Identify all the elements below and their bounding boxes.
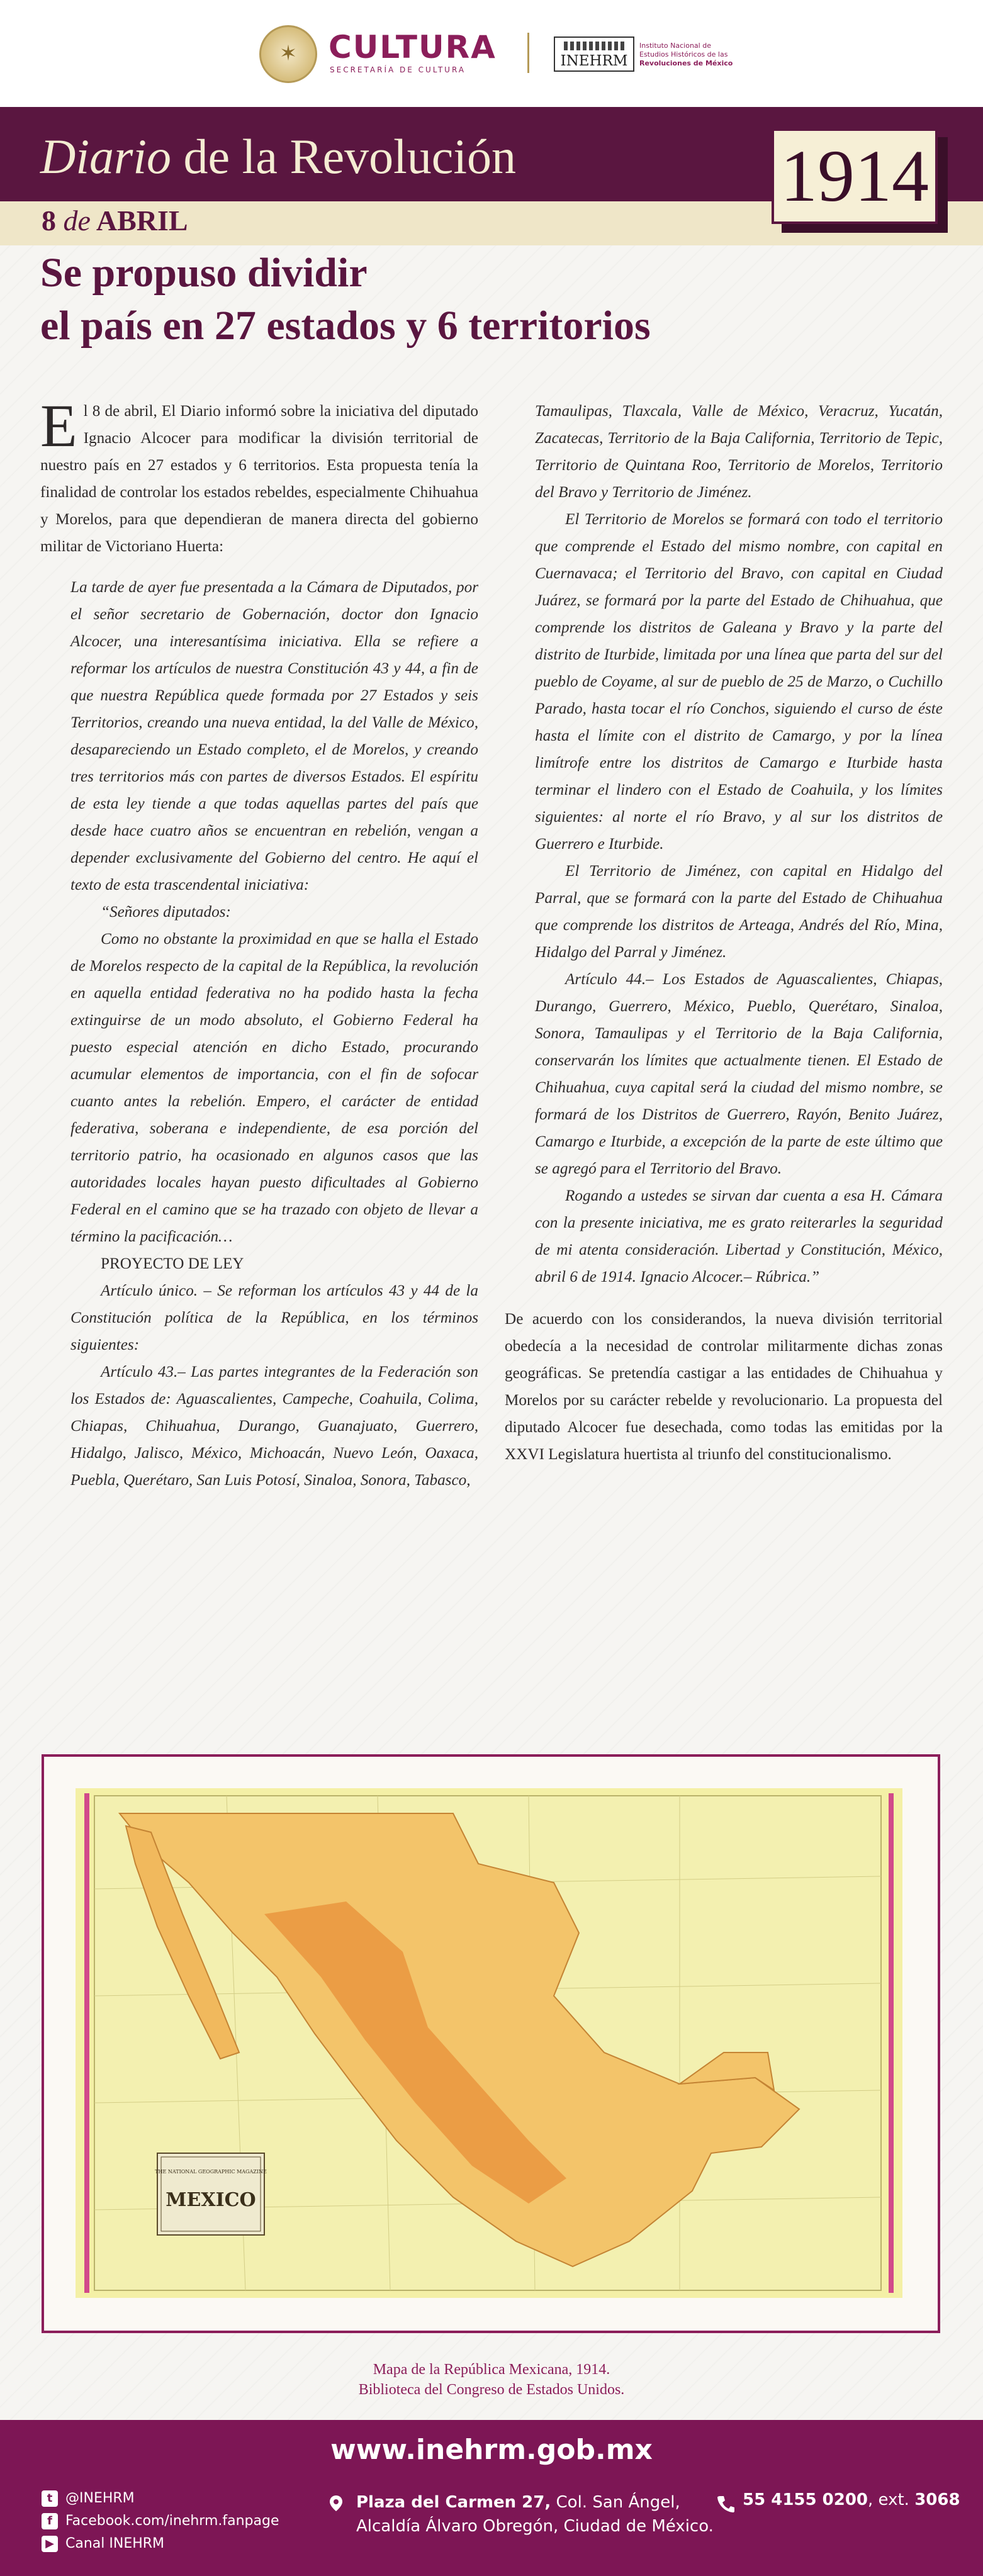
website-link[interactable]: www.inehrm.gob.mx — [330, 2434, 653, 2466]
quote-paragraph: El Territorio de Jiménez, con capital en Hidalgo del Parral, que se formará con la parte del Estado de Chihuahua que comprende los distritos de Arteaga, Andrés del Río, Mina, Hidalgo del Parral y Jiménez. — [535, 863, 943, 961]
map-edge-right — [889, 1793, 894, 2293]
twitter-icon: t — [42, 2490, 58, 2507]
map-caption — [0, 2360, 983, 2400]
quote-paragraph: Artículo 44.– Los Estados de Aguascalientes, Chiapas, Durango, Guerrero, México, Pueblo, Querétaro, Sinaloa, Sonora, Tamaulipas y el Territorio de la Baja California, conservarán los límites que actualmente tienen. El Estado de Chihuahua, cuya capital será la ciudad del mismo nombre, se formará de los Distritos de Guerrero, Rayón, Benito Juárez, Camargo e Iturbide, a excepción de la parte de este último que se agregó para el Territorio del Bravo. — [535, 971, 943, 1177]
phone-ext-label: , ext. — [868, 2490, 915, 2509]
youtube-icon: ▶ — [42, 2536, 58, 2552]
quote-paragraph: Rogando a ustedes se sirvan dar cuenta a esa H. Cámara con la presente iniciativa, me es grato reiterarles la seguridad de mi atenta consideración. Libertad y Constitución, México, abril 6 de 1914. Ignacio Alcocer.– Rúbrica.” — [535, 1187, 943, 1285]
article-column-left — [40, 392, 478, 1494]
phone-number[interactable] — [743, 2490, 960, 2509]
conclusion-paragraph: De acuerdo con los considerandos, la nueva división territorial obedecía a la necesidad de controlar militarmente dichas zonas geográficas. Se pretendía castigar a las entidades de Chihuahua y Morelos por su carácter rebelde y revolucionario. La propuesta del diputado Alcocer fue desechada, como todas las emitidas por la XXVI Legislatura huertista al triunfo del constitucionalismo. — [505, 1311, 943, 1463]
address-line-2: Alcaldía Álvaro Obregón, Ciudad de México. — [356, 2517, 714, 2536]
quote-paragraph: Como no obstante la proximidad en que se halla el Estado de Morelos respecto de la capital de la República, la revolución en aquella entidad federativa no ha podido hasta la fecha extinguirse de un modo absoluto, el Gobierno Federal ha puesto especial atención en dicho Estado, procurando acumular elementos de importancia, con el fin de sofocar cuanto antes la rebelión. Empero, el carácter de entidad federativa, soberana e independiente, de esa porción del territorio patrio, ha ocasionado en algunos casos que las autoridades locales hayan puesto dificultades al Gobierno Federal en el camino que se ha trazado con objeto de llevar a término la pacificación… — [70, 931, 478, 1245]
quote-paragraph: Artículo 43.– Las partes integrantes de la Federación son los Estados de: Aguascalientes, Campeche, Coahuila, Colima, Chiapas, Chihuahua, Durango, Guanajuato, Guerrero, Hidalgo, Jalisco, México, Michoacán, Nuevo León, Oaxaca, Puebla, Querétaro, San Luis Potosí, Sinaloa, Sonora, Tabasco, — [70, 1364, 478, 1489]
map-image — [76, 1788, 902, 2298]
map-edge-left — [84, 1793, 89, 2293]
phone-ext: 3068 — [914, 2490, 960, 2509]
location-pin-icon — [327, 2494, 345, 2512]
phone-icon — [716, 2494, 735, 2513]
building-icon — [564, 42, 624, 50]
inehrm-logo-label: INEHRM — [560, 53, 628, 69]
inehrm-desc-line: Estudios Históricos de las — [639, 50, 728, 59]
cartouche-title: MEXICO — [166, 2189, 256, 2211]
quote-paragraph: Artículo único. – Se reforman los artículos 43 y 44 de la Constitución política de la República, en los términos siguientes: — [70, 1282, 478, 1353]
inehrm-desc-line: Instituto Nacional de — [639, 42, 711, 50]
caption-line: Biblioteca del Congreso de Estados Unidos. — [358, 2382, 625, 2398]
address — [356, 2490, 714, 2538]
inehrm-logo — [554, 36, 634, 72]
series-title-rest: de la Revolución — [171, 129, 517, 184]
date-month: ABRIL — [96, 204, 188, 237]
date-day: 8 — [42, 204, 56, 237]
mexico-map-illustration — [76, 1788, 902, 2298]
series-title — [40, 128, 516, 185]
twitter-handle: @INEHRM — [65, 2490, 135, 2506]
address-colonia: Col. San Ángel, — [551, 2493, 680, 2512]
year-label: 1914 — [780, 135, 929, 217]
facebook-icon: f — [42, 2513, 58, 2529]
intro-text: l 8 de abril, El Diario informó sobre la iniciativa del diputado Ignacio Alcocer para modificar la división territorial de nuestro país en 27 estados y 6 territorios. Esta propuesta tenía la finalidad de controlar los estados rebeldes, especialmente Chihuahua y Morelos, para que dependieran de manera directa del gobierno militar de Victoriano Huerta: — [40, 403, 478, 555]
headline-line: el país en 27 estados y 6 territorios — [40, 303, 651, 349]
youtube-link[interactable] — [42, 2536, 164, 2552]
facebook-link[interactable] — [42, 2513, 279, 2529]
issue-date — [42, 204, 188, 237]
cultura-subtitle: SECRETARÍA DE CULTURA — [330, 65, 466, 74]
logo-divider — [527, 33, 529, 73]
series-title-italic: Diario — [40, 129, 172, 184]
quote-salutation: “Señores diputados: — [101, 904, 231, 921]
facebook-handle: Facebook.com/inehrm.fanpage — [65, 2513, 279, 2529]
address-street: Plaza del Carmen 27, — [356, 2493, 551, 2512]
article-column-right — [505, 398, 943, 1468]
intro-paragraph — [40, 392, 478, 560]
cultura-logo: CULTURA — [329, 29, 497, 65]
quote-paragraph: Tamaulipas, Tlaxcala, Valle de México, Veracruz, Yucatán, Zacatecas, Territorio de la Baja California, Territorio de Tepic, Territorio de Quintana Roo, Territorio de Morelos, Territorio del Bravo y Territorio de Jiménez. — [535, 403, 943, 501]
inehrm-desc-line: Revoluciones de México — [639, 59, 733, 67]
law-heading: PROYECTO DE LEY — [101, 1255, 244, 1272]
inehrm-description — [639, 42, 753, 68]
drop-cap: E — [40, 392, 77, 459]
date-de: de — [63, 204, 91, 237]
quote-paragraph: El Territorio de Morelos se formará con todo el territorio que comprende el Estado del mismo nombre, con capital en Cuernavaca; el Territorio del Bravo, con capital en Ciudad Juárez, se formará por la parte del Estado de Chihuahua, que comprende los distritos de Galeana y Bravo y la parte del distrito de Iturbide, limitada por una línea que parta del sur del pueblo de Coyame, al sur de pueblo de 25 de Marzo, o Cuchillo Parado, hasta tocar el río Conchos, siguiendo el curso de éste hasta el límite con el distrito de Camargo, y por la línea limítrofe entre los distritos de Camargo e Iturbide hasta terminar el lindero con el Estado de Coahuila, y los límites siguientes: al norte el río Bravo, y al sur los distritos de Guerrero e Iturbide. — [535, 511, 943, 853]
headline — [40, 247, 858, 352]
cartouche-small-text: THE NATIONAL GEOGRAPHIC MAGAZINE — [155, 2169, 267, 2175]
map-cartouche — [155, 2153, 267, 2235]
caption-line: Mapa de la República Mexicana, 1914. — [373, 2361, 610, 2378]
quote-paragraph: La tarde de ayer fue presentada a la Cámara de Diputados, por el señor secretario de Gobernación, doctor don Ignacio Alcocer, una interesantísima iniciativa. Ella se refiere a reformar los artículos de nuestra Constitución 43 y 44, a fin de que nuestra República quede formada por 27 Estados y seis Territorios, creando una nueva entidad, la del Valle de México, desapareciendo un Estado completo, el de Morelos, y creando tres territorios más con partes de diversos Estados. El espíritu de esta ley tiende a que todas aquellas partes del país que desde hace cuatro años se encuentran en rebelión, vengan a depender exclusivamente del Gobierno del centro. He aquí el texto de esta trascendental iniciativa: — [70, 579, 478, 893]
headline-line: Se propuso dividir — [40, 250, 368, 296]
youtube-channel: Canal INEHRM — [65, 2536, 165, 2551]
phone-main: 55 4155 0200 — [743, 2490, 868, 2509]
twitter-link[interactable] — [42, 2490, 135, 2507]
mexico-emblem-icon: ✶ — [259, 25, 317, 83]
